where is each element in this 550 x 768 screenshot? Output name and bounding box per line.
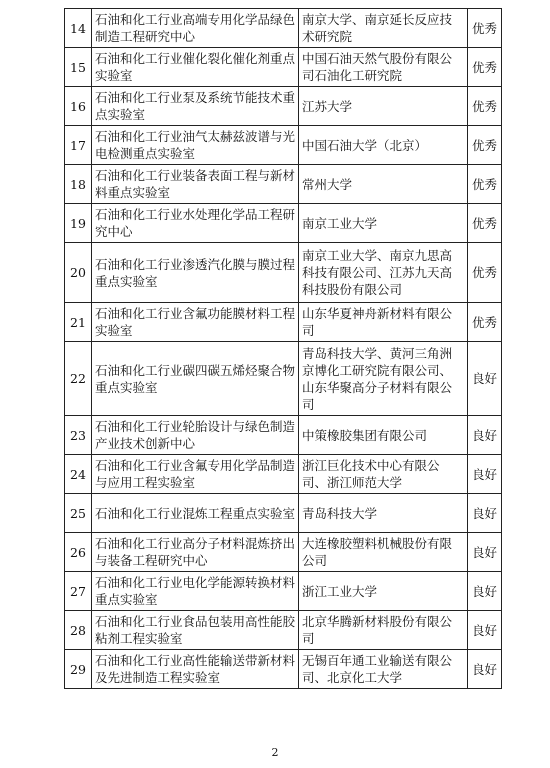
row-number: 15: [65, 48, 92, 87]
row-number: 25: [65, 494, 92, 533]
table-row: [65, 342, 502, 416]
host-unit: 南京大学、南京延长反应技术研究院: [299, 9, 468, 48]
host-unit: 中策橡胶集团有限公司: [299, 416, 468, 455]
evaluation-grade: 优秀: [468, 204, 502, 243]
row-number: 23: [65, 416, 92, 455]
table-row: [65, 416, 502, 455]
table-row: [65, 9, 502, 48]
host-unit: 大连橡胶塑料机械股份有限公司: [299, 533, 468, 572]
host-unit: 青岛科技大学: [299, 494, 468, 533]
table-row: [65, 165, 502, 204]
table-row: [65, 204, 502, 243]
page-number: 2: [271, 746, 279, 759]
center-name: 石油和化工行业电化学能源转换材料重点实验室: [92, 572, 299, 611]
evaluation-grade: 良好: [468, 650, 502, 689]
center-name: 石油和化工行业高分子材料混炼挤出与装备工程研究中心: [92, 533, 299, 572]
evaluation-grade: 优秀: [468, 87, 502, 126]
evaluation-grade: 良好: [468, 455, 502, 494]
row-number: 18: [65, 165, 92, 204]
host-unit: 浙江巨化技术中心有限公司、浙江师范大学: [299, 455, 468, 494]
evaluation-grade: 优秀: [468, 48, 502, 87]
row-number: 14: [65, 9, 92, 48]
center-name: 石油和化工行业催化裂化催化剂重点实验室: [92, 48, 299, 87]
row-number: 27: [65, 572, 92, 611]
host-unit: 中国石油大学（北京）: [299, 126, 468, 165]
host-unit: 山东华夏神舟新材料有限公司: [299, 303, 468, 342]
table-row: [65, 494, 502, 533]
host-unit: 北京华腾新材料股份有限公司: [299, 611, 468, 650]
center-name: 石油和化工行业含氟专用化学品制造与应用工程实验室: [92, 455, 299, 494]
center-name: 石油和化工行业含氟功能膜材料工程实验室: [92, 303, 299, 342]
evaluation-grade: 优秀: [468, 303, 502, 342]
center-name: 石油和化工行业水处理化学品工程研究中心: [92, 204, 299, 243]
center-name: 石油和化工行业油气太赫兹波谱与光电检测重点实验室: [92, 126, 299, 165]
table-row: [65, 533, 502, 572]
table-row: [65, 303, 502, 342]
table-row: [65, 243, 502, 303]
table-row: [65, 126, 502, 165]
host-unit: 浙江工业大学: [299, 572, 468, 611]
row-number: 16: [65, 87, 92, 126]
center-name: 石油和化工行业渗透汽化膜与膜过程重点实验室: [92, 243, 299, 303]
center-name: 石油和化工行业食品包装用高性能胶粘剂工程实验室: [92, 611, 299, 650]
row-number: 21: [65, 303, 92, 342]
host-unit: 中国石油天然气股份有限公司石油化工研究院: [299, 48, 468, 87]
table-row: [65, 611, 502, 650]
evaluation-grade: 优秀: [468, 9, 502, 48]
evaluation-grade: 良好: [468, 342, 502, 416]
host-unit: 江苏大学: [299, 87, 468, 126]
host-unit: 常州大学: [299, 165, 468, 204]
row-number: 26: [65, 533, 92, 572]
center-name: 石油和化工行业装备表面工程与新材料重点实验室: [92, 165, 299, 204]
center-name: 石油和化工行业碳四碳五烯烃聚合物重点实验室: [92, 342, 299, 416]
evaluation-table: [64, 8, 502, 689]
evaluation-grade: 良好: [468, 572, 502, 611]
center-name: 石油和化工行业混炼工程重点实验室: [92, 494, 299, 533]
row-number: 28: [65, 611, 92, 650]
row-number: 19: [65, 204, 92, 243]
table-row: [65, 650, 502, 689]
row-number: 24: [65, 455, 92, 494]
host-unit: 南京工业大学: [299, 204, 468, 243]
row-number: 20: [65, 243, 92, 303]
host-unit: 青岛科技大学、黄河三角洲京博化工研究院有限公司、山东华聚高分子材料有限公司: [299, 342, 468, 416]
table-row: [65, 48, 502, 87]
host-unit: 南京工业大学、南京九思高科技有限公司、江苏九天高科技股份有限公司: [299, 243, 468, 303]
evaluation-grade: 优秀: [468, 243, 502, 303]
center-name: 石油和化工行业高性能输送带新材料及先进制造工程实验室: [92, 650, 299, 689]
evaluation-grade: 良好: [468, 611, 502, 650]
evaluation-grade: 良好: [468, 416, 502, 455]
evaluation-grade: 良好: [468, 494, 502, 533]
host-unit: 无锡百年通工业输送有限公司、北京化工大学: [299, 650, 468, 689]
center-name: 石油和化工行业轮胎设计与绿色制造产业技术创新中心: [92, 416, 299, 455]
evaluation-grade: 良好: [468, 533, 502, 572]
center-name: 石油和化工行业高端专用化学品绿色制造工程研究中心: [92, 9, 299, 48]
table-row: [65, 87, 502, 126]
row-number: 17: [65, 126, 92, 165]
row-number: 29: [65, 650, 92, 689]
table-row: [65, 455, 502, 494]
evaluation-grade: 优秀: [468, 126, 502, 165]
table-row: [65, 572, 502, 611]
evaluation-grade: 优秀: [468, 165, 502, 204]
center-name: 石油和化工行业泵及系统节能技术重点实验室: [92, 87, 299, 126]
row-number: 22: [65, 342, 92, 416]
